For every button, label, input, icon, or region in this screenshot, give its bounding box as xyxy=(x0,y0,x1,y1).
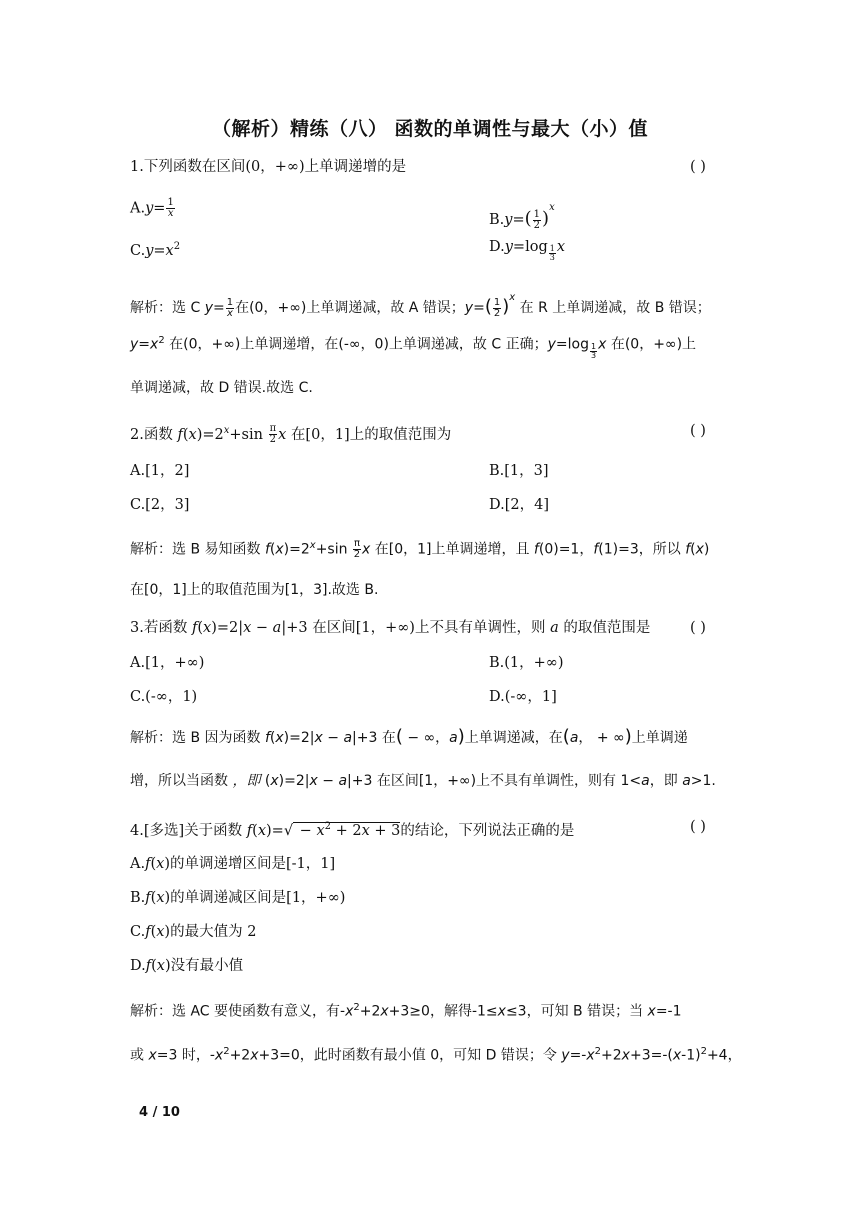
q1-sol-eq: = xyxy=(212,300,225,316)
q2-sol-d: +sin xyxy=(315,541,352,558)
q4-sol2-f: +2 xyxy=(601,1047,622,1064)
q4-sol2-x2: x xyxy=(214,1047,224,1064)
q4-rad-x: x xyxy=(316,822,325,839)
q1-option-b-prefix: B. xyxy=(489,212,505,228)
q3-sol-e: |+3 在 xyxy=(352,730,396,746)
q4-sol-d: ≤3，可知 B 错误；当 xyxy=(505,1003,648,1020)
q3-stem-b: ( xyxy=(197,620,203,636)
q1-option-b-eq: = xyxy=(512,212,525,228)
q3-sol-a2: a xyxy=(343,730,353,746)
q2-sol-j: ) xyxy=(703,541,710,558)
q4-stem-a: 4.[多选]关于函数 xyxy=(130,822,247,839)
q3-stem-x: x xyxy=(203,620,212,636)
q4-sol2-c: +2 xyxy=(229,1047,251,1064)
q2-sol-two: 2 xyxy=(353,549,361,561)
q4-answer-paren: ( ) xyxy=(690,819,706,835)
q1-option-c xyxy=(130,237,180,261)
q1-stem-text: 1.下列函数在区间(0，+∞)上单调递增的是 xyxy=(130,159,407,175)
q3-sol-c: )=2| xyxy=(283,730,315,746)
q3-solution-line-1 xyxy=(130,727,688,748)
q4-a-pre: A. xyxy=(130,856,146,872)
q1-sol-frac2-num: 1 xyxy=(493,296,501,308)
q1-sol-exp: x xyxy=(509,292,516,303)
q2-option-b: B.[1，3] xyxy=(489,463,549,479)
q2-sol-h: (1)=3，所以 xyxy=(598,541,686,558)
q1-sol-frac2-den: 2 xyxy=(493,307,501,319)
q4-b-b: ( xyxy=(150,890,157,906)
q1-sol2-c: =log xyxy=(555,336,589,353)
q1-sol-c: = xyxy=(473,300,485,316)
q2-stem-b: ( xyxy=(182,426,189,443)
q1-sol2-x2: x xyxy=(598,336,607,353)
q3-sol2-a: 增，所以当函数 xyxy=(130,773,233,789)
q1-solution-line-2 xyxy=(130,331,696,360)
q4-solution-line-1 xyxy=(130,998,682,1022)
q4-sol2-x: x xyxy=(148,1047,157,1064)
q1-option-c-prefix: C. xyxy=(130,242,146,259)
q3-sol-g: − ∞， xyxy=(402,730,450,746)
q4-d-f: f xyxy=(145,958,152,974)
q4-c-pre: C. xyxy=(130,924,146,940)
q3-sol-p3: ( xyxy=(562,726,570,747)
q1-option-d-log: =log xyxy=(512,239,548,255)
q1-option-b-den: 2 xyxy=(533,219,541,231)
q2-stem-frac xyxy=(269,424,278,445)
q4-a-x: x xyxy=(156,856,165,872)
q4-c-b: ( xyxy=(150,924,157,940)
q3-sol2-a4: a xyxy=(682,773,691,789)
q3-stem-f: f xyxy=(191,620,198,636)
q4-a-b: ( xyxy=(150,856,157,872)
q4-rad-x2: x xyxy=(361,822,370,839)
q4-option-b xyxy=(130,888,345,908)
q4-b-c: )的单调递减区间是[1，+∞) xyxy=(164,890,346,906)
q3-stem-a3: a xyxy=(550,620,559,636)
q2-sol-e: 在[0，1]上单调递增，且 xyxy=(370,541,534,558)
q1-option-a-fraction xyxy=(166,198,174,219)
q2-stem-a: 2.函数 xyxy=(130,426,178,443)
q4-a-f: f xyxy=(145,856,151,872)
q4-sol2-sup: 2 xyxy=(223,1046,230,1057)
q1-option-b-y: y xyxy=(504,212,513,228)
q4-solution-line-2 xyxy=(130,1042,742,1066)
q3-sol2-a2: a xyxy=(338,773,348,789)
q2-stem-x2: x xyxy=(278,426,287,443)
q3-stem-e: |+3 在区间[1，+∞)上不具有单调性，则 xyxy=(281,620,551,636)
q4-option-d xyxy=(130,956,243,976)
q1-sol2-d: 在(0，+∞)上 xyxy=(606,336,697,353)
q1-sol-y2: y xyxy=(464,300,474,316)
q3-option-c: C.(-∞，1) xyxy=(130,689,198,705)
q1-answer-paren: ( ) xyxy=(690,159,706,175)
q3-sol2-a3: a xyxy=(641,773,650,789)
q4-stem-x: x xyxy=(257,822,266,839)
q4-c-x: x xyxy=(156,924,165,940)
q1-sol2-base xyxy=(590,343,597,360)
q4-option-c xyxy=(130,922,256,942)
q1-option-c-x: x xyxy=(165,242,174,259)
q3-option-d: D.(-∞，1] xyxy=(489,689,557,705)
q3-sol2-x2: x xyxy=(309,773,318,789)
q4-sol-x: x xyxy=(345,1003,354,1020)
q3-sol-f: f xyxy=(264,730,270,746)
q3-sol2-e: |+3 在区间[1，+∞)上不具有单调性，则有 1< xyxy=(347,773,642,789)
q3-sol-x2: x xyxy=(314,730,323,746)
q4-d-b: ( xyxy=(151,958,157,974)
q1-sol2-x: x xyxy=(150,336,159,353)
q4-b-f: f xyxy=(145,890,151,906)
q4-stem xyxy=(130,817,574,841)
q1-option-c-y: y xyxy=(145,242,154,259)
q2-sol-sup: x xyxy=(309,540,316,551)
q1-option-a-eq: = xyxy=(153,200,166,217)
q1-sol-frac-den: x xyxy=(226,307,233,319)
q3-sol-p1: ( xyxy=(395,726,403,747)
q1-sol2-exp: 2 xyxy=(158,335,165,346)
q4-sol2-x5: x xyxy=(621,1047,630,1064)
q4-sol-e: =-1 xyxy=(655,1003,682,1020)
q4-sol2-b: =3 时，- xyxy=(156,1047,215,1064)
q4-c-f: f xyxy=(145,924,151,940)
q3-sol-p4: ) xyxy=(624,726,632,747)
q2-answer-paren: ( ) xyxy=(690,423,706,439)
q2-sol-pi: π xyxy=(353,538,360,550)
q3-stem-f2: 的取值范围是 xyxy=(558,620,651,636)
q3-sol-h: 上单调递减，在 xyxy=(464,730,563,746)
q1-option-d xyxy=(489,237,565,262)
q2-sol-a: 解析：选 B 易知函数 xyxy=(130,541,265,558)
q3-sol-a3: a xyxy=(449,730,458,746)
q2-option-a: A.[1，2] xyxy=(130,463,190,479)
q1-option-a-prefix: A. xyxy=(130,200,146,217)
q4-sol-b: +2 xyxy=(359,1003,381,1020)
q1-sol-b: 在(0，+∞)上单调递减，故 A 错误； xyxy=(235,300,465,316)
q1-option-c-exp: 2 xyxy=(173,241,181,252)
q3-stem-d: − xyxy=(251,620,273,636)
q1-sol-lparen: ( xyxy=(484,296,492,317)
q4-sol2-a: 或 xyxy=(130,1047,149,1064)
q4-d-c: )没有最小值 xyxy=(164,958,244,974)
q4-sol2-d: +3=0，此时函数有最小值 0，可知 D 错误；令 xyxy=(258,1047,562,1064)
q4-a-c: )的单调递增区间是[-1，1] xyxy=(164,856,336,872)
q3-solution-line-2 xyxy=(130,771,716,791)
q1-option-d-base-num: 1 xyxy=(549,244,555,253)
q1-sol2-base-num: 1 xyxy=(590,341,597,351)
q4-b-pre: B. xyxy=(130,890,146,906)
q2-stem-sup: x xyxy=(223,425,230,436)
q1-sol-a: 解析：选 C xyxy=(130,300,205,316)
q4-sol2-sup3: 2 xyxy=(700,1046,707,1057)
q4-rad-a: − xyxy=(295,822,317,839)
q3-sol2-b: ( xyxy=(264,773,271,789)
q1-sol2-base-den: 3 xyxy=(590,350,597,360)
q3-sol-x: x xyxy=(275,730,284,746)
q3-stem-a: 3.若函数 xyxy=(130,620,192,636)
q3-answer-paren: ( ) xyxy=(690,620,706,636)
q1-sol2-y: y xyxy=(130,336,139,353)
q2-sol-c: )=2 xyxy=(283,541,310,558)
q1-option-a-num: 1 xyxy=(167,197,174,208)
q2-option-c: C.[2，3] xyxy=(130,497,190,513)
q1-solution-line-3: 单调递减，故 D 错误.故选 C. xyxy=(130,380,313,396)
q2-stem-f: f xyxy=(177,426,183,443)
q1-sol-d: 在 R 上单调递减，故 B 错误； xyxy=(515,300,711,316)
q4-stem-radicand xyxy=(293,822,400,839)
q1-option-b-lparen: ( xyxy=(524,208,532,229)
radical-sign-icon: √ xyxy=(283,822,294,839)
q4-stem-b: ( xyxy=(252,822,258,839)
q4-d-pre: D. xyxy=(130,958,146,974)
q2-solution-line-2: 在[0，1]上的取值范围为[1，3].故选 B. xyxy=(130,582,379,598)
q4-sol-x4: x xyxy=(647,1003,656,1020)
q3-sol2-f: ，即 xyxy=(232,773,265,789)
q1-sol-rparen: ) xyxy=(502,296,510,317)
q2-sol-f2: f xyxy=(593,541,599,558)
q1-sol-frac-num: 1 xyxy=(226,296,234,308)
q2-stem-x: x xyxy=(188,426,197,443)
q2-sol-x2: x xyxy=(361,541,371,558)
q3-option-b: B.(1，+∞) xyxy=(489,655,564,671)
q3-sol-d: − xyxy=(322,730,344,746)
q4-rad-c: + 3 xyxy=(369,822,401,839)
q1-option-b-exp: x xyxy=(549,202,555,213)
q3-sol2-x: x xyxy=(270,773,279,789)
q3-stem xyxy=(130,618,650,638)
q2-sol-x3: x xyxy=(695,541,704,558)
q2-stem-c: )=2 xyxy=(196,426,224,443)
q4-sol-a: 解析：选 AC 要使函数有意义，有- xyxy=(130,1003,346,1020)
q1-stem xyxy=(130,157,406,177)
q4-sol-c: +3≥0，解得-1≤ xyxy=(388,1003,498,1020)
q1-option-b xyxy=(489,198,555,231)
q1-option-b-fraction xyxy=(533,210,541,231)
q3-sol2-c: )=2| xyxy=(278,773,310,789)
q1-option-b-rparen: ) xyxy=(542,208,550,229)
q4-sol-sup: 2 xyxy=(353,1002,360,1013)
q2-sol-frac xyxy=(353,539,361,560)
q2-solution-line-1 xyxy=(130,536,709,560)
q1-sol-frac xyxy=(226,298,234,319)
q1-sol-y: y xyxy=(204,300,213,316)
q3-sol-a: 解析：选 B 因为函数 xyxy=(130,730,265,746)
q3-option-a: A.[1，+∞) xyxy=(130,655,205,671)
q1-option-a-y: y xyxy=(145,200,154,217)
q2-stem xyxy=(130,421,451,445)
q3-sol-j: 上单调递 xyxy=(631,730,688,746)
q2-sol-i: ( xyxy=(690,541,696,558)
q4-sol2-e: =- xyxy=(569,1047,587,1064)
q4-d-x: x xyxy=(156,958,165,974)
q2-stem-d: +sin xyxy=(229,426,268,443)
q4-c-c: )的最大值为 2 xyxy=(164,924,257,940)
q4-sol2-i: +4， xyxy=(706,1047,742,1064)
q1-sol2-b: 在(0，+∞)上单调递增，在(-∞，0)上单调递减，故 C 正确； xyxy=(164,336,548,353)
q3-sol-i: ， + ∞ xyxy=(578,730,625,746)
q1-option-d-y: y xyxy=(504,239,513,255)
q4-sol2-y: y xyxy=(561,1047,570,1064)
q2-option-d: D.[2，4] xyxy=(489,497,549,513)
q4-stem-d: 的结论，下列说法正确的是 xyxy=(400,822,575,839)
q1-option-d-base xyxy=(549,245,556,262)
q3-sol-a4: a xyxy=(569,730,579,746)
q4-option-a xyxy=(130,854,335,874)
page-number: 4 / 10 xyxy=(139,1105,180,1120)
q1-option-b-num: 1 xyxy=(533,208,541,220)
q3-sol-b: ( xyxy=(269,730,276,746)
q1-option-a xyxy=(130,198,176,219)
q4-stem-c: )= xyxy=(266,822,284,839)
q3-stem-c: )=2| xyxy=(211,620,244,636)
q3-sol2-d: − xyxy=(317,773,339,789)
q2-sol-f: f xyxy=(264,541,270,558)
q4-sol2-sup2: 2 xyxy=(594,1046,602,1057)
q1-sol2-y2: y xyxy=(547,336,556,353)
q4-sol2-g: +3=-( xyxy=(629,1047,673,1064)
q4-rad-sup: 2 xyxy=(324,821,331,832)
q2-stem-two: 2 xyxy=(269,434,277,446)
q2-sol-g: (0)=1， xyxy=(538,541,594,558)
q3-sol2-g: >1. xyxy=(690,773,716,789)
q1-solution-line-1 xyxy=(130,288,711,319)
q3-sol-p2: ) xyxy=(457,726,465,747)
q4-sol2-x4: x xyxy=(586,1047,595,1064)
q2-sol-b: ( xyxy=(269,541,276,558)
q3-stem-x2: x xyxy=(243,620,252,636)
q1-option-a-den: x xyxy=(167,208,174,219)
q3-stem-a2: a xyxy=(272,620,282,636)
q2-sol-f1: f xyxy=(533,541,539,558)
q1-option-c-eq: = xyxy=(153,242,166,259)
q2-stem-pi: π xyxy=(269,423,277,435)
q4-sol-x3: x xyxy=(497,1003,506,1020)
q4-rad-b: + 2 xyxy=(331,822,362,839)
q1-sol2-a: = xyxy=(138,336,151,353)
q2-stem-e: 在[0，1]上的取值范围为 xyxy=(286,426,452,443)
q1-option-d-base-den: 3 xyxy=(549,253,555,262)
q1-sol-frac2 xyxy=(493,298,501,319)
q4-b-x: x xyxy=(156,890,165,906)
q3-sol2-f2: ，即 xyxy=(649,773,683,789)
q4-stem-f: f xyxy=(246,822,253,839)
q1-option-d-prefix: D. xyxy=(489,239,505,255)
q2-sol-f3: f xyxy=(685,541,691,558)
q1-option-d-x: x xyxy=(556,239,566,255)
page-title: （解析）精练（八） 函数的单调性与最大（小）值 xyxy=(211,118,649,140)
q4-sol2-h: -1) xyxy=(681,1047,701,1064)
q4-sol2-x3: x xyxy=(250,1047,259,1064)
q2-sol-x: x xyxy=(275,541,284,558)
q4-sol2-x6: x xyxy=(672,1047,682,1064)
q4-sol-x2: x xyxy=(380,1003,389,1020)
